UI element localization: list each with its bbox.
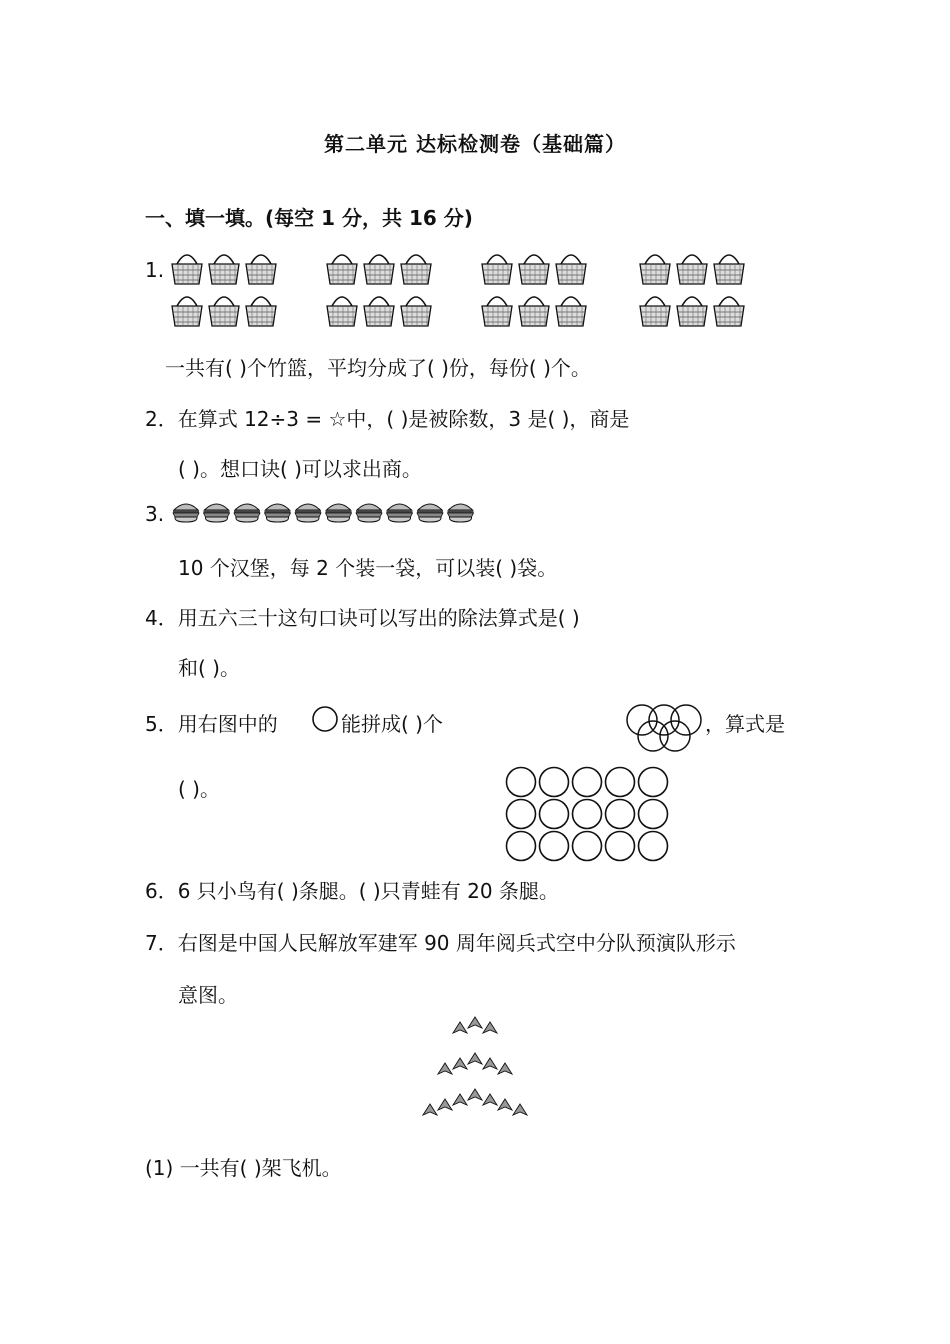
- basket-icon: [401, 255, 431, 284]
- circle-grid-illustration: [505, 766, 675, 866]
- burger-icon: [173, 504, 199, 522]
- basket-icon: [482, 297, 512, 326]
- plane-icon: [453, 1022, 467, 1033]
- q5-line1-middle: 能拼成( )个: [341, 712, 443, 736]
- burger-icon: [387, 504, 413, 522]
- basket-icon: [677, 297, 707, 326]
- grid-circle: [573, 832, 602, 861]
- basket-icon: [246, 297, 276, 326]
- grid-circle: [507, 768, 536, 797]
- circle-icon: [312, 706, 340, 734]
- basket-icon: [519, 255, 549, 284]
- q2-line2: ( )。想口诀( )可以求出商。: [178, 457, 422, 481]
- grid-circle: [540, 768, 569, 797]
- grid-circle: [606, 800, 635, 829]
- plane-icon: [423, 1104, 437, 1115]
- grid-circle: [639, 800, 668, 829]
- basket-icon: [556, 297, 586, 326]
- burger-illustration: [172, 496, 502, 526]
- basket-icon: [364, 255, 394, 284]
- q4-line2: 和( )。: [178, 656, 240, 680]
- burger-icon: [295, 504, 321, 522]
- grid-circle: [507, 800, 536, 829]
- burger-icon: [265, 504, 291, 522]
- plane-icon: [498, 1063, 512, 1074]
- plane-icon: [483, 1022, 497, 1033]
- burger-icon: [234, 504, 260, 522]
- plane-icon: [453, 1094, 467, 1105]
- olympic-rings-icon: [625, 700, 705, 756]
- page-title: 第二单元 达标检测卷（基础篇）: [324, 132, 626, 156]
- plane-icon: [438, 1063, 452, 1074]
- burger-icon: [448, 504, 474, 522]
- q4-line1: 4．用五六三十这句口诀可以写出的除法算式是( ): [145, 606, 580, 630]
- q7-line1: 7．右图是中国人民解放军建军 90 周年阅兵式空中分队预演队形示: [145, 931, 736, 955]
- basket-illustration: [170, 248, 760, 338]
- plane-icon: [453, 1058, 467, 1069]
- basket-icon: [556, 255, 586, 284]
- plane-icon: [438, 1099, 452, 1110]
- basket-icon: [640, 297, 670, 326]
- grid-circle: [639, 768, 668, 797]
- q5-line1-start: 5．用右图中的: [145, 712, 278, 736]
- basket-icon: [640, 255, 670, 284]
- section-heading: 一、填一填。(每空 1 分，共 16 分): [145, 206, 473, 230]
- basket-icon: [172, 297, 202, 326]
- plane-icon: [483, 1094, 497, 1105]
- q1-text: 一共有( )个竹篮，平均分成了( )份，每份( )个。: [165, 356, 591, 380]
- q7-sub1: (1) 一共有( )架飞机。: [145, 1156, 342, 1180]
- plane-icon: [483, 1058, 497, 1069]
- plane-icon: [468, 1017, 482, 1028]
- grid-circle: [540, 800, 569, 829]
- burger-icon: [417, 504, 443, 522]
- basket-icon: [482, 255, 512, 284]
- grid-circle: [606, 832, 635, 861]
- plane-formation-illustration: [415, 1015, 535, 1135]
- basket-icon: [714, 255, 744, 284]
- burger-icon: [204, 504, 230, 522]
- basket-icon: [364, 297, 394, 326]
- basket-icon: [209, 297, 239, 326]
- plane-icon: [468, 1053, 482, 1064]
- plane-icon: [468, 1089, 482, 1100]
- basket-icon: [677, 255, 707, 284]
- q3-text: 10 个汉堡，每 2 个装一袋，可以装( )袋。: [178, 556, 558, 580]
- plane-icon: [498, 1099, 512, 1110]
- q5-line1-end: ，算式是: [705, 712, 785, 736]
- q2-line1: 2．在算式 12÷3 = ☆中，( )是被除数，3 是( )，商是: [145, 407, 630, 431]
- q1-number: 1.: [145, 258, 165, 282]
- burger-icon: [356, 504, 382, 522]
- basket-icon: [327, 255, 357, 284]
- grid-circle: [507, 832, 536, 861]
- basket-icon: [327, 297, 357, 326]
- basket-icon: [714, 297, 744, 326]
- grid-circle: [573, 768, 602, 797]
- q7-line2: 意图。: [178, 983, 238, 1007]
- burger-icon: [326, 504, 352, 522]
- q5-line2: ( )。: [178, 777, 220, 801]
- basket-icon: [246, 255, 276, 284]
- basket-icon: [209, 255, 239, 284]
- plane-icon: [513, 1104, 527, 1115]
- basket-icon: [401, 297, 431, 326]
- q6-text: 6．6 只小鸟有( )条腿。( )只青蛙有 20 条腿。: [145, 879, 559, 903]
- basket-icon: [172, 255, 202, 284]
- grid-circle: [540, 832, 569, 861]
- grid-circle: [606, 768, 635, 797]
- grid-circle: [573, 800, 602, 829]
- q3-number: 3.: [145, 502, 165, 526]
- grid-circle: [639, 832, 668, 861]
- basket-icon: [519, 297, 549, 326]
